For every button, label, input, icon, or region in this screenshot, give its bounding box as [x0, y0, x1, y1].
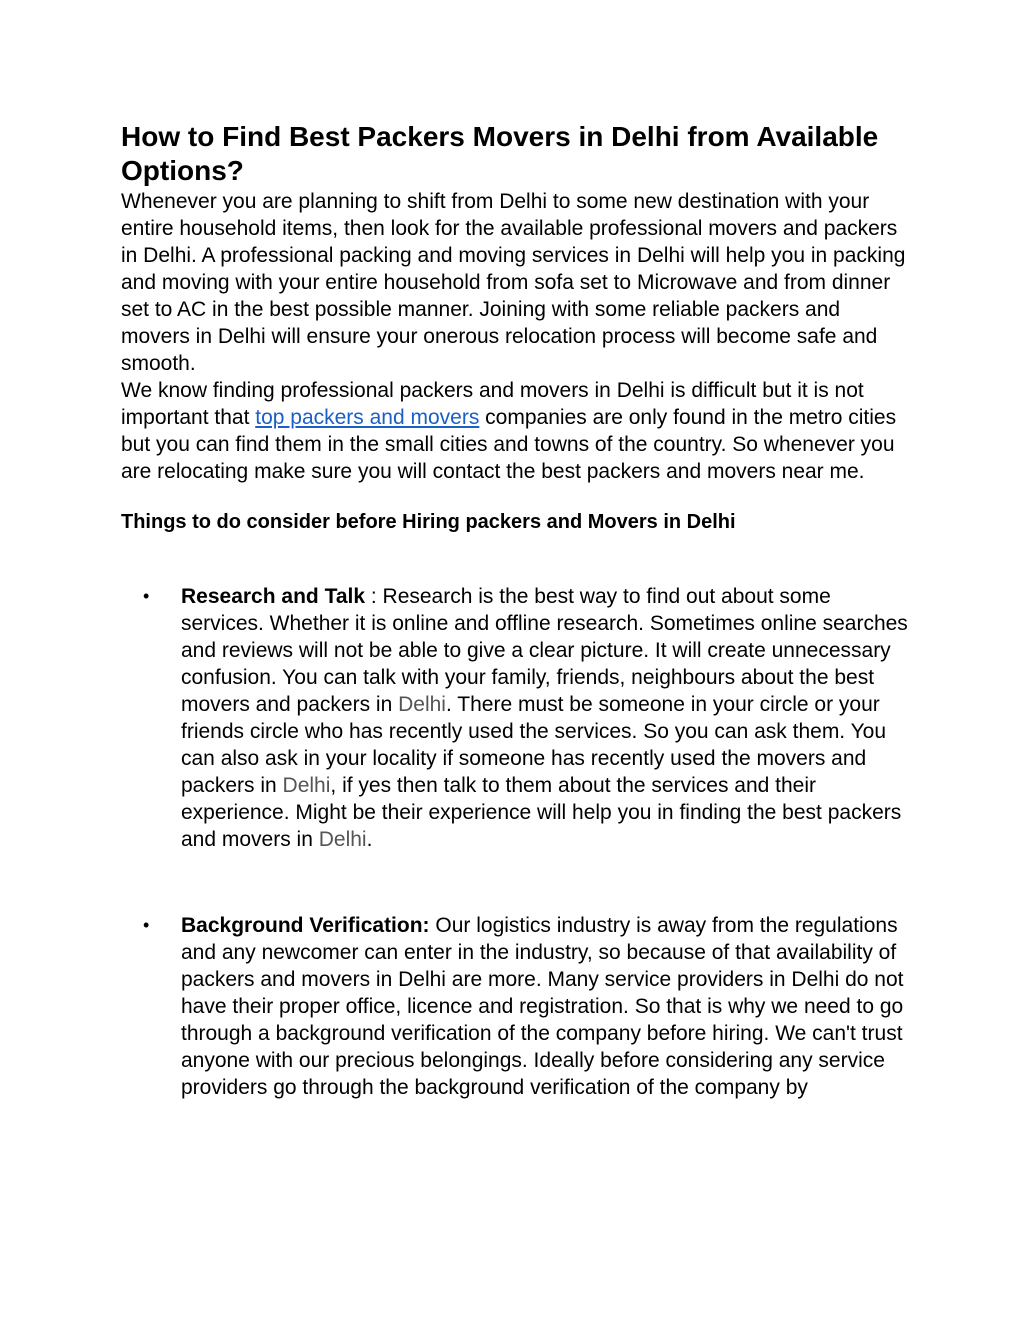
city-name: Delhi	[282, 774, 331, 797]
list-item-background-verification	[121, 912, 911, 1101]
document-page	[121, 120, 911, 1101]
item-text: , if yes then talk to them about the services and their experience. Might be their experience will help you in finding the best packers and movers in	[181, 774, 902, 851]
list-item-research-talk	[121, 583, 911, 853]
section-heading: Things to do consider before Hiring packers and Movers in Delhi	[121, 511, 736, 533]
top-packers-movers-link[interactable]: top packers and movers	[255, 406, 480, 429]
item-text: : Research is the best way to find out about some services. Whether it is online and offline research. Sometimes online searches and reviews will not be able to give a clear picture. It will create unnecessary confusion. You can talk with your family, friends, neighbours about the best movers and packers in	[181, 585, 908, 716]
item-text: . There must be someone in your circle or your friends circle who has recently used the services. So you can ask them. You can also ask in your locality if someone has recently used the movers and packers in	[181, 693, 887, 797]
intro-paragraph-2	[121, 377, 911, 485]
item-text: Our logistics industry is away from the regulations and any newcomer can enter in the industry, so because of that availability of packers and movers in Delhi are more. Many service providers in Delhi do not have their proper office, licence and registration. So that is why we need to go through a background verification of the company before hiring. We can't trust anyone with our precious belongings. Ideally before considering any service providers go through the background verification of the company by	[181, 914, 904, 1099]
tips-list	[121, 583, 911, 1101]
bullet-icon: •	[143, 586, 150, 606]
intro-paragraph-2-end: companies are only found in the metro cities but you can find them in the small cities and towns of the country. So whenever you are relocating make sure you will contact the best packers and movers near me.	[121, 406, 897, 483]
intro-paragraph-2-start: We know finding professional packers and movers in Delhi is difficult but it is not important that	[121, 379, 864, 429]
bullet-icon: •	[143, 915, 150, 935]
city-name: Delhi	[398, 693, 446, 716]
city-name: Delhi	[318, 828, 367, 851]
page-title: How to Find Best Packers Movers in Delhi from Available Options?	[121, 121, 879, 186]
intro-paragraph-1: Whenever you are planning to shift from Delhi to some new destination with your entire household items, then look for the available professional movers and packers in Delhi. A professional packing and moving services in Delhi will help you in packing and moving with your entire household from sofa set to Microwave and from dinner set to AC in the best possible manner. Joining with some reliable packers and movers in Delhi will ensure your onerous relocation process will become safe and smooth.	[121, 190, 906, 375]
item-heading: Background Verification:	[181, 914, 430, 937]
item-text: .	[366, 828, 373, 851]
item-heading: Research and Talk	[181, 585, 366, 608]
